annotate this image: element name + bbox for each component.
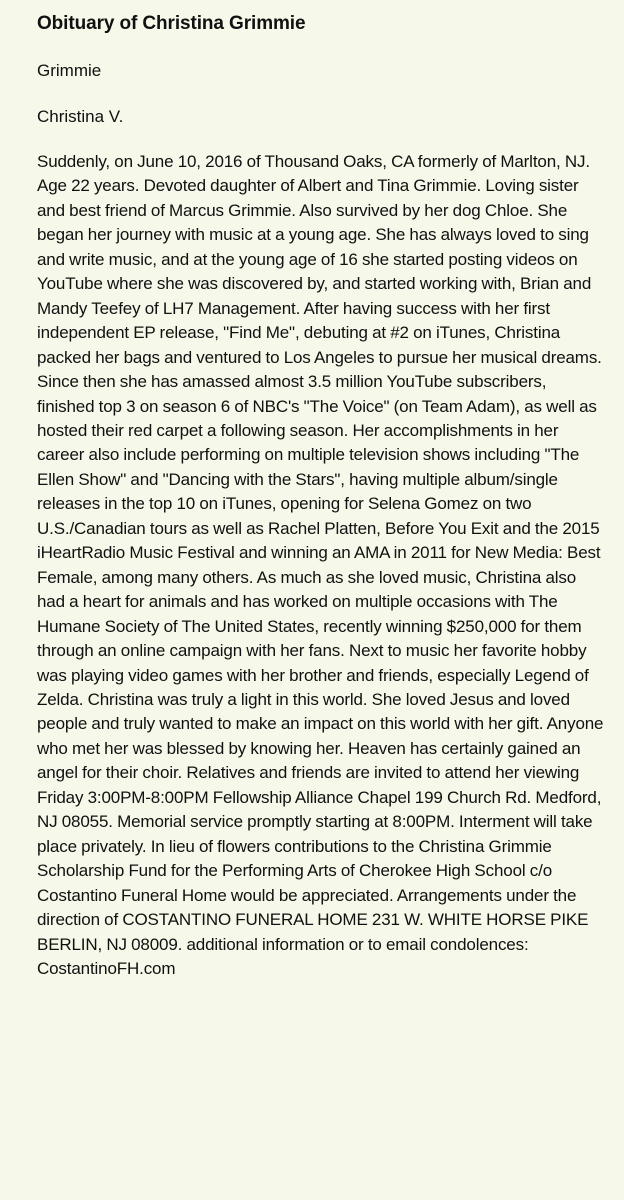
- obituary-body: Suddenly, on June 10, 2016 of Thousand Oaks, CA formerly of Marlton, NJ. Age 22 years. Devoted daughter of Albert and Tina Grimmie. Loving sister and best friend of Marcus Grimmie. Also survived by her dog Chloe. She began her journey with music at a young age. She has always loved to sing and write music, and at the young age of 16 she started posting videos on YouTube where she was discovered by, and started working with, Brian and Mandy Teefey of LH7 Management. After having success with her first independent EP release, "Find Me", debuting at #2 on iTunes, Christina packed her bags and ventured to Los Angeles to pursue her musical dreams. Since then she has amassed almost 3.5 million YouTube subscribers, finished top 3 on season 6 of NBC's "The Voice" (on Team Adam), as well as hosted their red carpet a following season. Her accomplishments in her career also include performing on multiple television shows including "The Ellen Show" and "Dancing with the Stars", having multiple album/single releases in the top 10 on iTunes, opening for Selena Gomez on two U.S./Canadian tours as well as Rachel Platten, Before You Exit and the 2015 iHeartRadio Music Festival and winning an AMA in 2011 for New Media: Best Female, among many others. As much as she loved music, Christina also had a heart for animals and has worked on multiple occasions with The Humane Society of The United States, recently winning $250,000 for them through an online campaign with her fans. Next to music her favorite hobby was playing video games with her brother and friends, especially Legend of Zelda. Christina was truly a light in this world. She loved Jesus and loved people and truly wanted to make an impact on this world with her gift. Anyone who met her was blessed by knowing her. Heaven has certainly gained an angel for their choir. Relatives and friends are invited to attend her viewing Friday 3:00PM-8:00PM Fellowship Alliance Chapel 199 Church Rd. Medford, NJ 08055. Memorial service promptly starting at 8:00PM. Interment will take place privately. In lieu of flowers contributions to the Christina Grimmie Scholarship Fund for the Performing Arts of Cherokee High School c/o Costantino Funeral Home would be appreciated. Arrangements under the direction of COSTANTINO FUNERAL HOME 231 W. WHITE HORSE PIKE BERLIN, NJ 08009. additional information or to email condolences: CostantinoFH.com: [37, 152, 604, 978]
- obituary-given-name: Christina V.: [37, 107, 124, 126]
- obituary-title: Obituary of Christina Grimmie: [37, 13, 306, 34]
- obituary-surname: Grimmie: [37, 61, 102, 80]
